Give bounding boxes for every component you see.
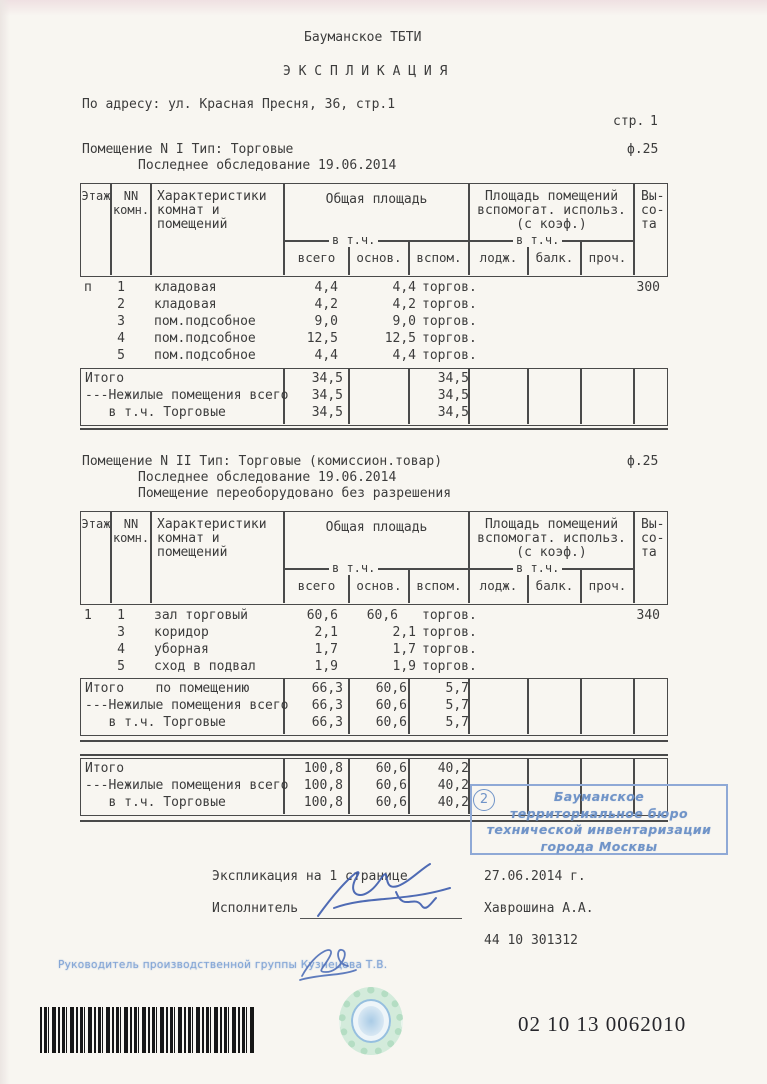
col-main-label: основ. [356,250,402,265]
executor-signature [308,858,458,922]
executor-code: 44 10 301312 [484,933,578,948]
executor-label: Исполнитель [212,901,299,916]
rule-above-grand-totals [80,754,668,756]
group-total-area-label: Общая площадь [325,520,428,535]
col-proch-label: проч. [588,578,627,593]
cell-floor: п [84,280,92,295]
page-title: Э К С П Л И К А Ц И Я [283,64,448,79]
col-total-label: всего [297,578,336,593]
totals-label: ---Нежилые помещения всего [85,388,289,403]
totals-total-area: 34,5 [311,371,343,386]
table-1-header-grid [80,183,668,277]
cell-room: 1 [117,608,125,623]
table-row [80,608,700,625]
totals-aux-area: 40,2 [437,761,469,776]
cell-aux-area: 4,4 [392,280,416,295]
section-1-heading: Помещение N I Тип: Торговые [82,142,294,157]
cell-use-type: торгов. [422,280,477,295]
totals-aux-area: 34,5 [437,405,469,420]
section-2-form-code: ф.25 [627,454,659,469]
totals-main-area: 60,6 [375,795,407,810]
totals-total-area: 66,3 [311,681,343,696]
totals-label: Итого [85,371,125,386]
table-1-rows [80,280,700,366]
cell-use-type: торгов. [422,314,477,329]
cell-name: зал торговый [154,608,248,623]
totals-label: в т.ч. Торговые [85,715,226,730]
org-name: Бауманское ТБТИ [304,30,422,45]
cell-use-type: торгов. [422,297,477,312]
group-head-stamp-line: Руководитель производственной группы Кузнецова Т.В. [58,959,388,971]
stamp-line: технической инвентаризации [486,822,712,837]
cell-floor: 1 [84,608,92,623]
totals-main-area: 60,6 [375,681,407,696]
col-room-label: комн. [112,203,150,217]
table-row [80,280,700,297]
cell-name: коридор [154,625,209,640]
stamp-line: территориальное бюро [510,805,688,821]
cell-name: пом.подсобное [154,314,256,329]
table-2-totals-box [80,678,668,736]
totals-aux-area: 5,7 [445,681,469,696]
cell-room: 2 [117,297,125,312]
col-aux-label: вспом. [416,250,462,265]
col-proch-label: проч. [588,250,627,265]
col-total-label: всего [297,250,336,265]
totals-total-area: 34,5 [311,388,343,403]
col-floor-label: Этаж [81,189,111,203]
cell-room: 1 [117,280,125,295]
stamp-line: города Москвы [540,838,658,854]
cell-aux-area: 9,0 [392,314,416,329]
totals-aux-area: 40,2 [437,778,469,793]
totals-aux-area: 34,5 [437,388,469,403]
totals-label: Итого [85,761,125,776]
address-line: По адресу: ул. Красная Пресня, 36, стр.1 [82,97,396,112]
totals-label: в т.ч. Торговые [85,795,226,810]
col-room-label: NN [123,517,139,531]
incl-label: в т.ч. [513,561,562,575]
totals-total-area: 100,8 [303,795,343,810]
totals-label: ---Нежилые помещения всего [85,778,289,793]
seal-core [358,1006,384,1036]
scan-artifact-top [0,0,767,16]
cell-aux-area: 2,1 [392,625,416,640]
col-lodzh-label: лодж. [479,578,518,593]
cell-name: сход в подвал [154,659,256,674]
totals-total-area: 66,3 [311,698,343,713]
table-row [80,348,700,365]
cell-aux-area: 4,4 [392,348,416,363]
totals-aux-area: 5,7 [445,698,469,713]
col-height-label: со- [641,203,665,218]
cell-aux-area: 1,9 [392,659,416,674]
totals-row [81,761,669,778]
col-chars-label: комнат и [157,203,220,218]
incl-label: в т.ч. [513,233,562,247]
col-room-label: NN [123,189,139,203]
cell-room: 3 [117,625,125,640]
totals-aux-area: 40,2 [437,795,469,810]
cell-use-type: торгов. [422,608,477,623]
group-aux-area-label: вспомогат. использ. [477,531,626,546]
col-chars-label: помещений [157,545,228,560]
totals-total-area: 100,8 [303,761,343,776]
col-aux-label: вспом. [416,578,462,593]
stamp-line: Бауманское [553,789,645,804]
table-row [80,331,700,348]
page-label: стр. [613,114,645,129]
col-chars-label: комнат и [157,531,220,546]
col-main-label: основ. [356,578,402,593]
round-seal [338,986,404,1056]
totals-row [81,681,669,698]
col-height-label: Вы- [641,517,665,532]
document-number: 02 10 13 0062010 [518,1012,687,1036]
col-lodzh-label: лодж. [479,250,518,265]
col-height-label: Вы- [641,189,665,204]
barcode [40,1007,254,1053]
group-head-signature [296,942,360,984]
col-room-label: комн. [112,531,150,545]
col-chars-label: Характеристики [157,189,267,204]
table-1-totals-box [80,368,668,426]
cell-total-area: 2,1 [314,625,338,640]
section-2-survey-line: Последнее обследование 19.06.2014 [138,470,397,485]
bureau-stamp [470,784,728,855]
cell-main-area: 60,6 [366,608,398,623]
cell-total-area: 12,5 [306,331,338,346]
col-balk-label: балк. [535,578,574,593]
cell-room: 5 [117,659,125,674]
issue-date: 27.06.2014 г. [484,869,586,884]
cell-use-type: торгов. [422,348,477,363]
totals-main-area: 60,6 [375,778,407,793]
pages-count-line: Экспликация на 1 странице [212,869,408,884]
cell-total-area: 1,7 [314,642,338,657]
totals-row [81,405,669,422]
cell-total-area: 9,0 [314,314,338,329]
cell-total-area: 4,4 [314,348,338,363]
col-height-label: со- [641,531,665,546]
cell-room: 3 [117,314,125,329]
section-2-remodel-line: Помещение переоборудовано без разрешения [138,486,452,501]
incl-label: в т.ч. [329,233,378,247]
totals-aux-area: 34,5 [437,371,469,386]
table-2-rows [80,608,700,677]
col-balk-label: балк. [535,250,574,265]
table-row [80,625,700,642]
col-chars-label: Характеристики [157,517,267,532]
page-number: 1 [650,114,658,129]
cell-name: кладовая [154,297,217,312]
cell-use-type: торгов. [422,331,477,346]
cell-total-area: 60,6 [306,608,338,623]
totals-label: в т.ч. Торговые [85,405,226,420]
totals-row [81,715,669,732]
rule-under-table-1 [80,428,668,430]
cell-use-type: торгов. [422,625,477,640]
totals-label: ---Нежилые помещения всего [85,698,289,713]
executor-name: Хаврошина А.А. [484,901,594,916]
cell-name: пом.подсобное [154,331,256,346]
totals-label: Итого по помещению [85,681,250,696]
cell-total-area: 4,4 [314,280,338,295]
cell-aux-area: 4,2 [392,297,416,312]
section-2-heading: Помещение N II Тип: Торговые (комиссион.товар) [82,454,443,469]
cell-use-type: торгов. [422,642,477,657]
group-aux-area-label: Площадь помещений [484,517,619,532]
incl-label: в т.ч. [329,561,378,575]
totals-row [81,371,669,388]
cell-room: 5 [117,348,125,363]
group-aux-area-label: (с коэф.) [516,217,587,232]
table-row [80,314,700,331]
cell-aux-area: 1,7 [392,642,416,657]
cell-aux-area: 12,5 [384,331,416,346]
cell-total-area: 4,2 [314,297,338,312]
totals-row [81,388,669,405]
group-total-area-label: Общая площадь [325,192,428,207]
totals-total-area: 66,3 [311,715,343,730]
cell-name: кладовая [154,280,217,295]
cell-height: 300 [636,280,660,295]
cell-name: уборная [154,642,209,657]
col-chars-label: помещений [157,217,228,232]
totals-row [81,698,669,715]
section-1-survey-line: Последнее обследование 19.06.2014 [138,158,397,173]
rule-under-table-2 [80,740,668,742]
cell-total-area: 1,9 [314,659,338,674]
group-aux-area-label: Площадь помещений [484,189,619,204]
cell-height: 340 [636,608,660,623]
table-row [80,297,700,314]
col-height-label: та [641,217,657,232]
scan-artifact-left [0,0,10,1084]
totals-main-area: 60,6 [375,715,407,730]
group-aux-area-label: вспомогат. использ. [477,203,626,218]
group-aux-area-label: (с коэф.) [516,545,587,560]
section-1-form-code: ф.25 [627,142,659,157]
table-2-header-grid [80,511,668,605]
totals-main-area: 60,6 [375,698,407,713]
stamp-copy-number: 2 [473,789,495,811]
totals-total-area: 100,8 [303,778,343,793]
cell-room: 4 [117,642,125,657]
col-floor-label: Этаж [81,517,111,531]
table-row [80,642,700,659]
table-row [80,659,700,676]
totals-total-area: 34,5 [311,405,343,420]
col-height-label: та [641,545,657,560]
totals-aux-area: 5,7 [445,715,469,730]
cell-name: пом.подсобное [154,348,256,363]
cell-use-type: торгов. [422,659,477,674]
cell-room: 4 [117,331,125,346]
totals-main-area: 60,6 [375,761,407,776]
